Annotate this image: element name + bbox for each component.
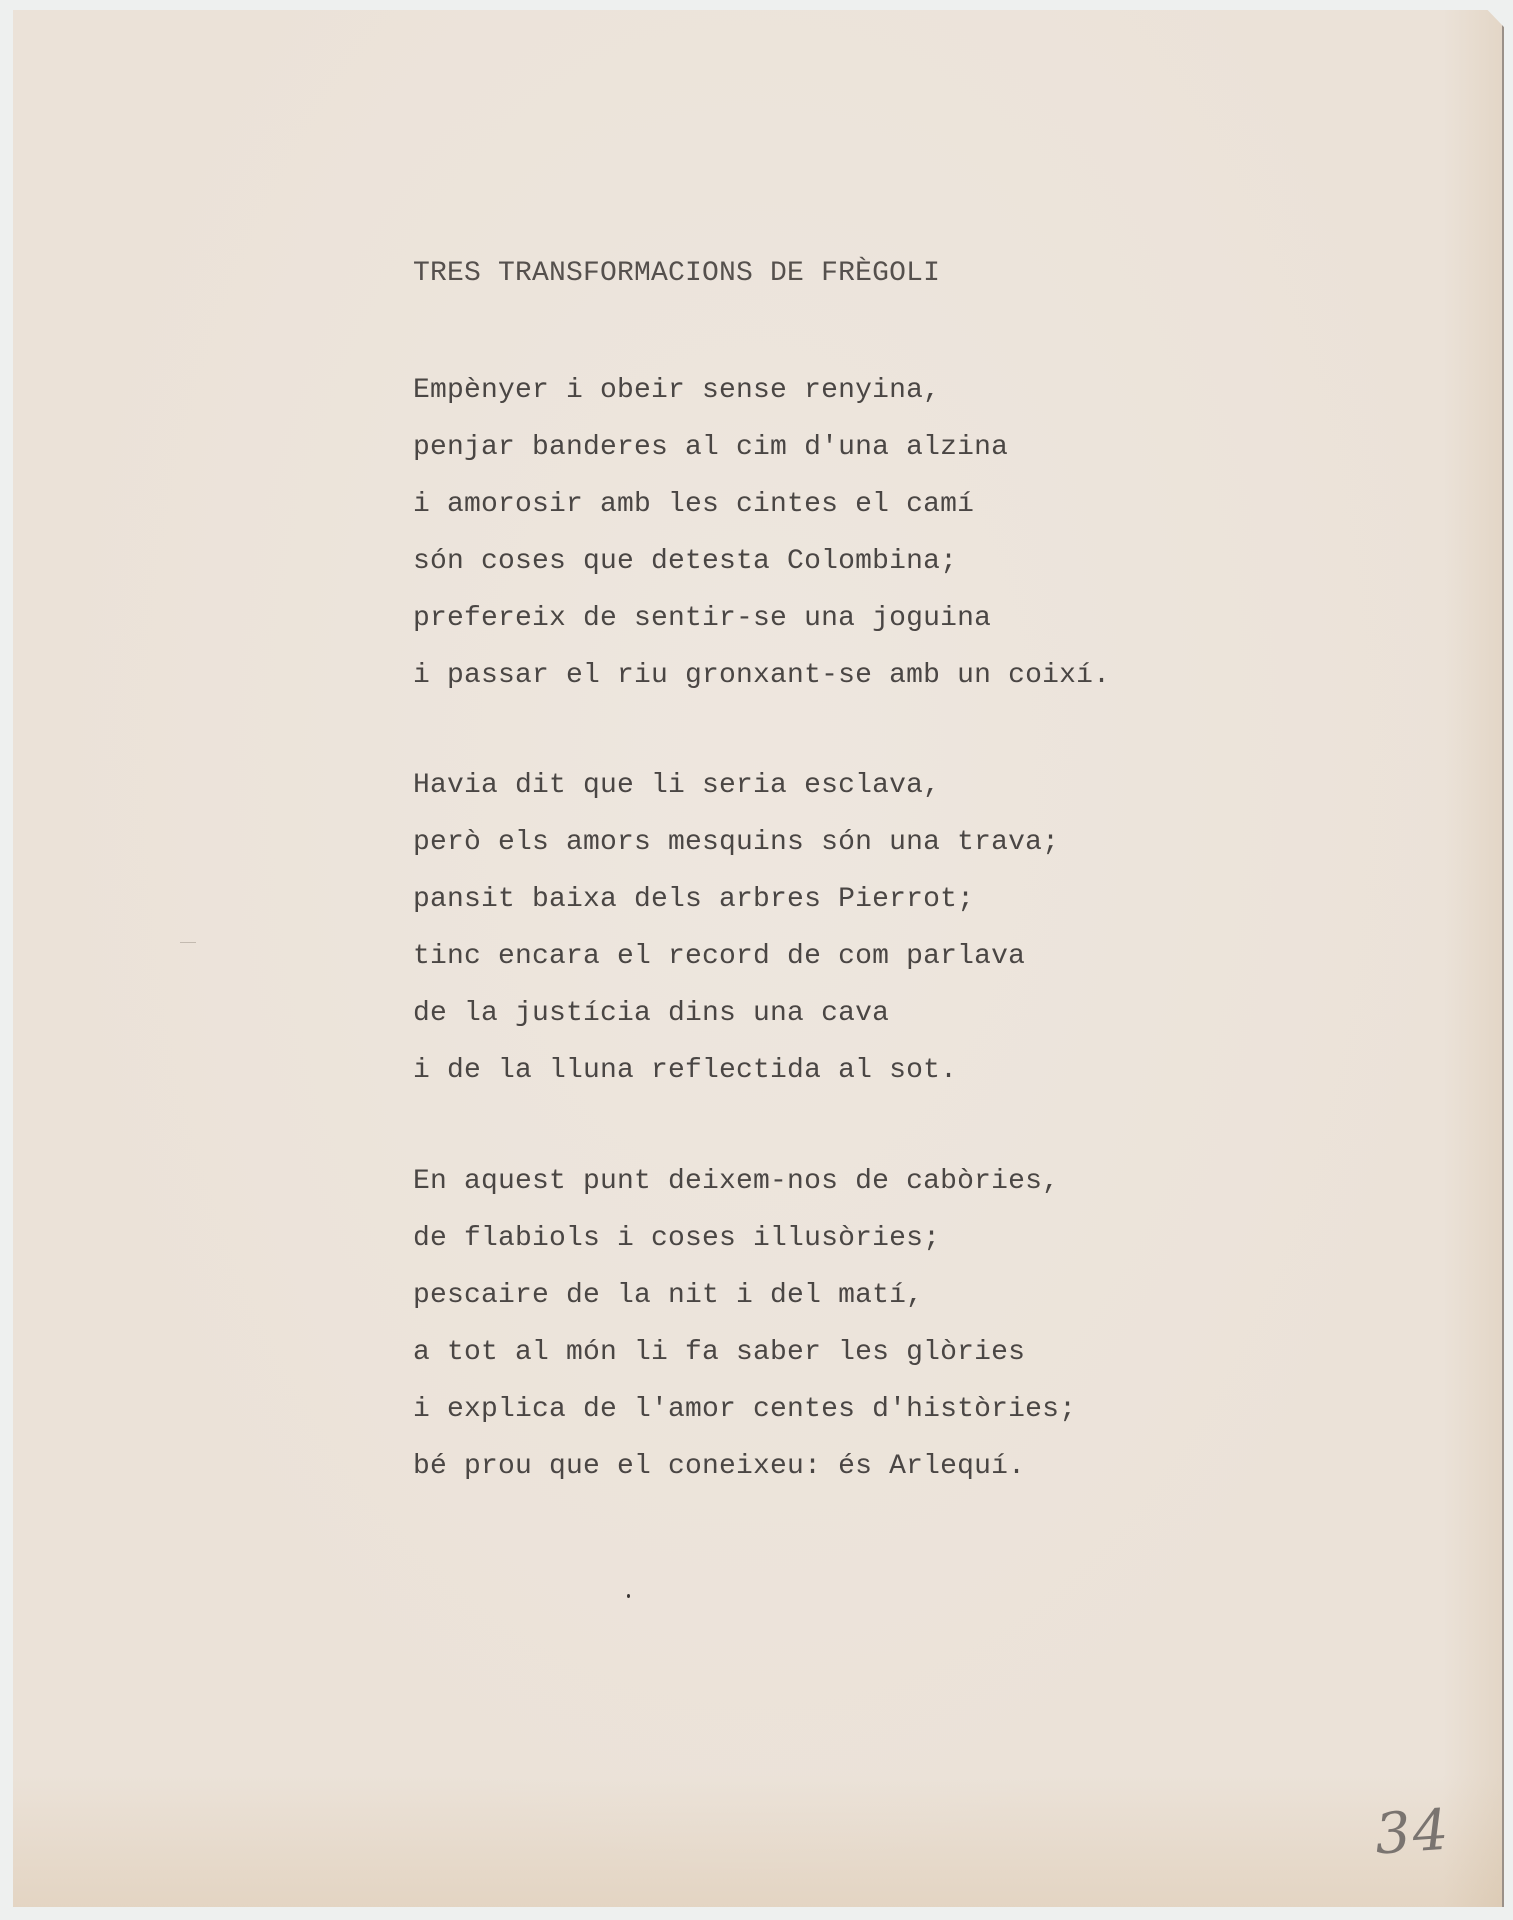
verse-line: bé prou que el coneixeu: és Arlequí.	[413, 1451, 1026, 1482]
stanza-1	[413, 362, 1110, 704]
verse-line: penjar banderes al cim d'una alzina	[413, 432, 1009, 463]
verse-line: i amorosir amb les cintes el camí	[413, 489, 975, 520]
verse-line: són coses que detesta Colombina;	[413, 546, 958, 577]
verse-line: prefereix de sentir-se una joguina	[413, 603, 992, 634]
stanza-2	[413, 757, 1059, 1099]
verse-line: i passar el riu gronxant-se amb un coixí.	[413, 660, 1111, 691]
verse-line: a tot al món li fa saber les glòries	[413, 1337, 1026, 1368]
verse-line: pescaire de la nit i del matí,	[413, 1280, 924, 1311]
verse-line: i explica de l'amor centes d'històries;	[413, 1394, 1077, 1425]
verse-line: tinc encara el record de com parlava	[413, 941, 1026, 972]
paper-mark	[180, 942, 196, 943]
verse-line: Empènyer i obeir sense renyina,	[413, 375, 941, 406]
verse-line: de la justícia dins una cava	[413, 998, 890, 1029]
verse-line: pansit baixa dels arbres Pierrot;	[413, 884, 975, 915]
verse-line: i de la lluna reflectida al sot.	[413, 1055, 958, 1086]
verse-line: de flabiols i coses illusòries;	[413, 1223, 941, 1254]
verse-line: però els amors mesquins són una trava;	[413, 827, 1060, 858]
handwritten-page-number: 34	[1372, 1797, 1453, 1868]
stanza-3	[413, 1153, 1076, 1495]
verse-line: En aquest punt deixem-nos de cabòries,	[413, 1166, 1060, 1197]
ink-speck	[627, 1594, 630, 1598]
verse-line: Havia dit que li seria esclava,	[413, 770, 941, 801]
poem-title: TRES TRANSFORMACIONS DE FRÈGOLI	[413, 258, 941, 289]
